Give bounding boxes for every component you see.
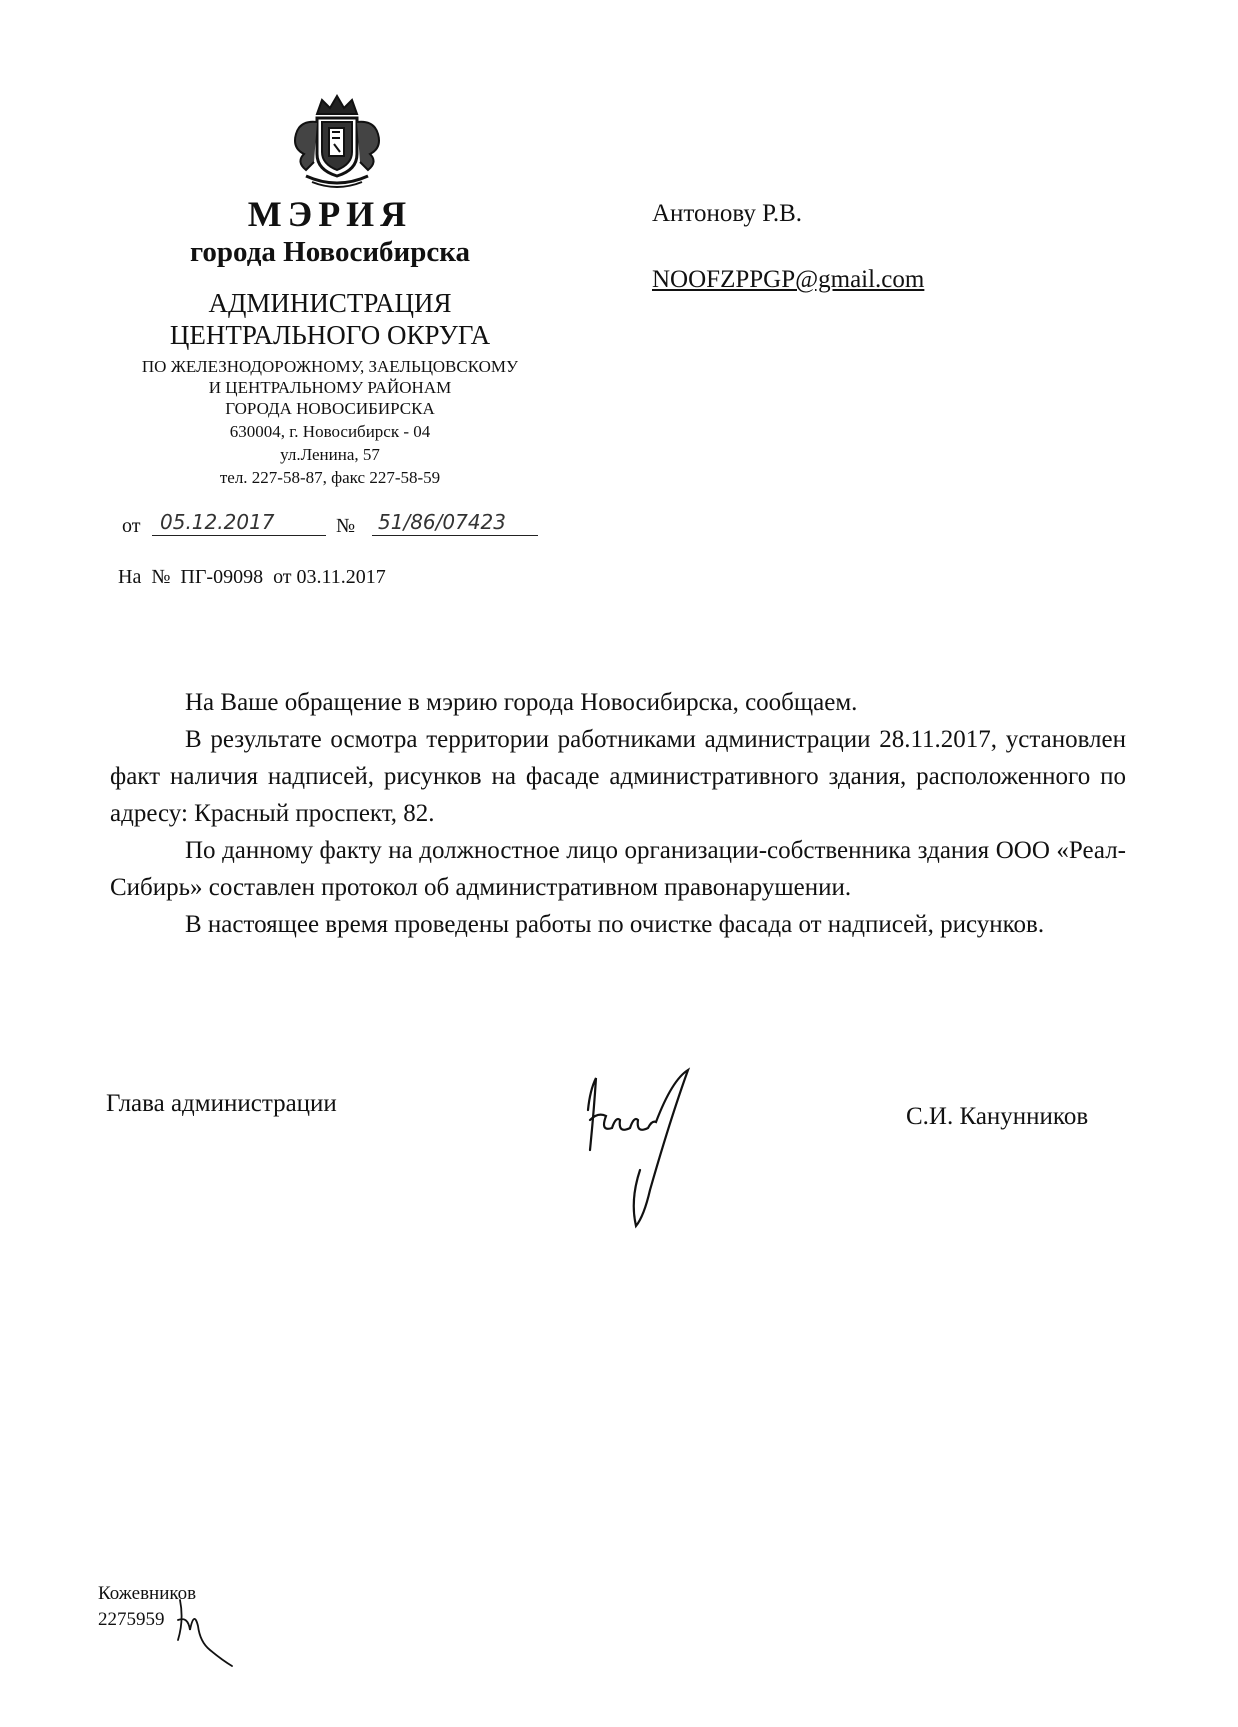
addressee-name: Антонову Р.В.	[652, 200, 803, 227]
handwritten-signature-icon	[560, 1050, 730, 1240]
mayor-city: города Новосибирска	[189, 236, 471, 268]
registration-date: 05.12.2017	[152, 510, 326, 536]
registration-number: 51/86/07423	[372, 510, 538, 536]
signatory-name: С.И. Канунников	[906, 1103, 1089, 1130]
executor-phone: 2275959	[98, 1609, 165, 1630]
address-line-1: 630004, г. Новосибирск - 04	[229, 422, 431, 441]
number-label: №	[336, 515, 356, 537]
body-paragraph-2: В результате осмотра территории работниками администрации 28.11.2017, установлен факт наличия надписей, рисунков на фасаде административного здания, расположенного по адресу: Красный проспект, 82.	[110, 726, 1126, 827]
signatory-position: Глава администрации	[106, 1090, 337, 1117]
body-paragraph-1: На Ваше обращение в мэрию города Новосибирска, сообщаем.	[185, 689, 858, 716]
phone-fax: тел. 227-58-87, факс 227-58-59	[219, 468, 441, 487]
executor-name: Кожевников	[98, 1583, 197, 1604]
coat-of-arms-icon	[282, 92, 392, 192]
letter-body	[110, 684, 1126, 943]
mayor-title: МЭРИЯ	[247, 194, 413, 234]
body-paragraph-3: По данному факту на должностное лицо организации-собственника здания ООО «Реал-Сибирь» составлен протокол об административном правонарушении.	[110, 837, 1126, 901]
initials-signature-icon	[170, 1590, 250, 1670]
body-paragraph-4: В настоящее время проведены работы по очистке фасада от надписей, рисунков.	[185, 911, 1045, 938]
districts-line-1: ПО ЖЕЛЕЗНОДОРОЖНОМУ, ЗАЕЛЬЦОВСКОМУ	[141, 357, 519, 376]
addressee-email[interactable]: NOOFZPPGP@gmail.com	[652, 266, 925, 293]
administration-district: ЦЕНТРАЛЬНОГО ОКРУГА	[169, 320, 491, 350]
administration-title: АДМИНИСТРАЦИЯ	[208, 288, 452, 318]
districts-line-3: ГОРОДА НОВОСИБИРСКА	[225, 399, 435, 418]
date-label: от	[122, 515, 141, 537]
address-line-2: ул.Ленина, 57	[280, 445, 380, 464]
reference-line: На № ПГ-09098 от 03.11.2017	[118, 566, 386, 588]
districts-line-2: И ЦЕНТРАЛЬНОМУ РАЙОНАМ	[208, 378, 452, 397]
